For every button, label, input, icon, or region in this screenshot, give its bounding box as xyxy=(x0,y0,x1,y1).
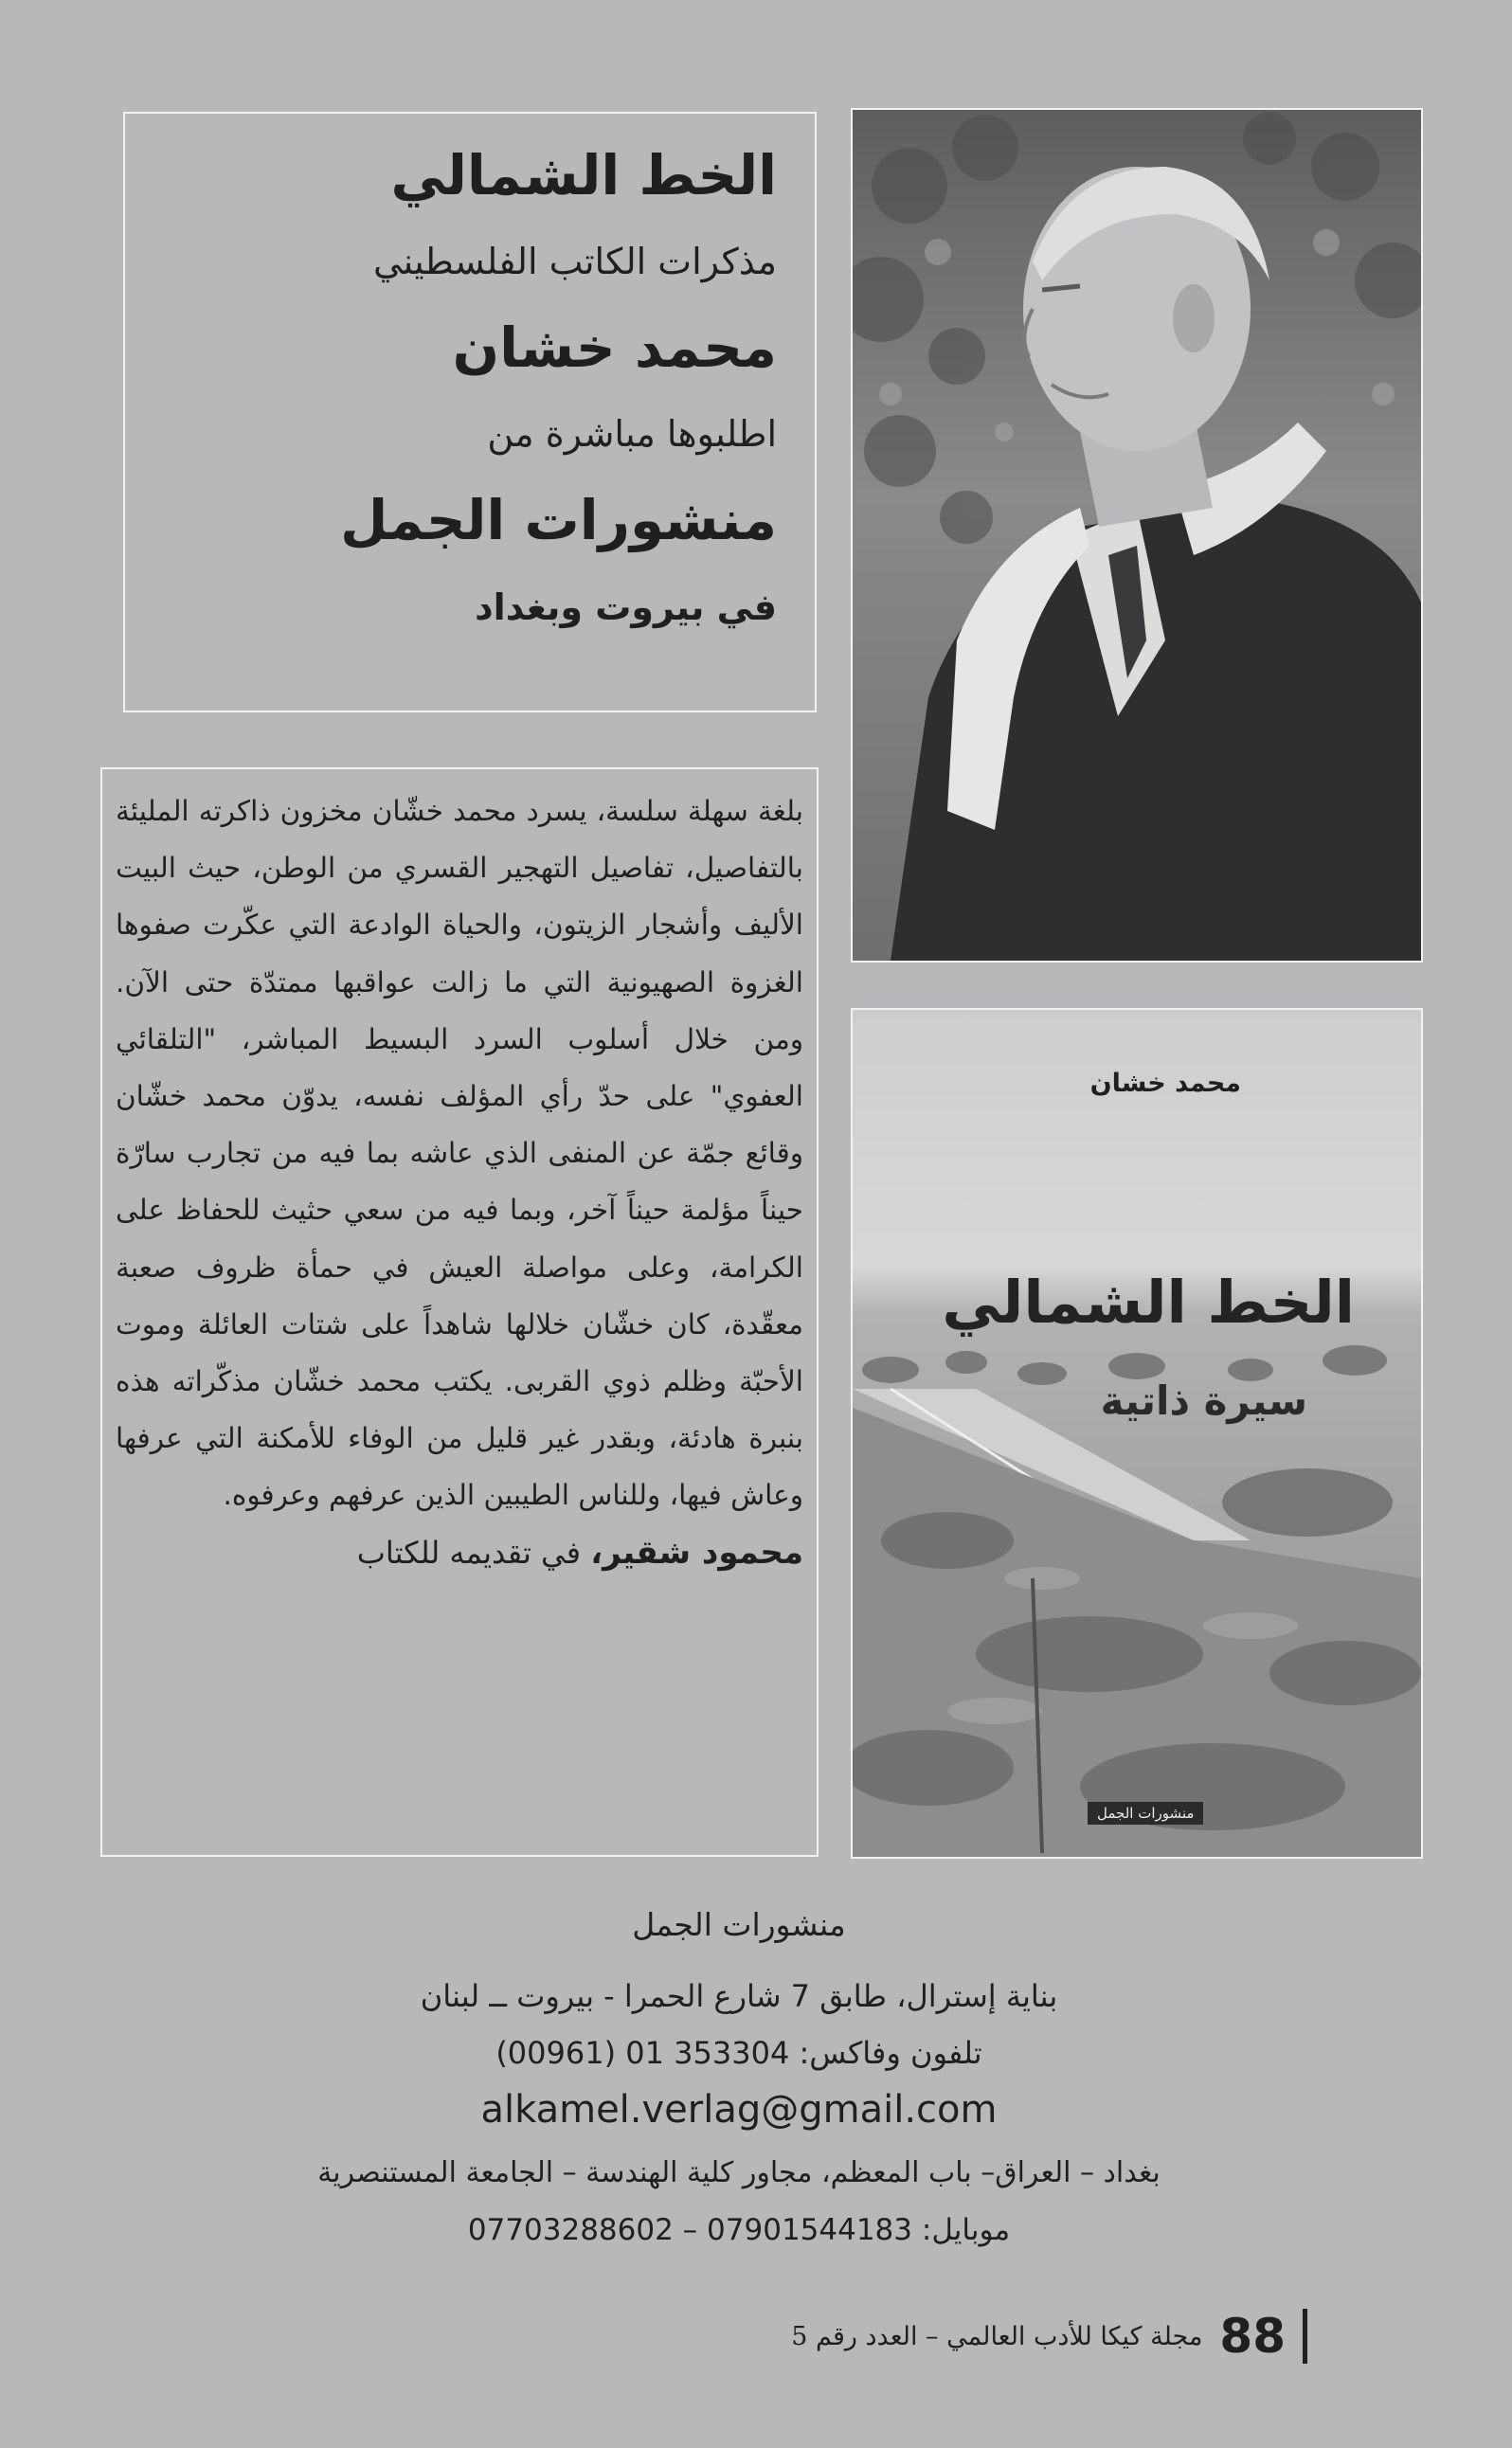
contact-address-beirut: بناية إسترال، طابق 7 شارع الحمرا - بيروت ــ لبنان xyxy=(420,1978,1058,2014)
author-photo-image xyxy=(853,110,1421,961)
contact-email[interactable]: alkamel.verlag@gmail.com xyxy=(480,2088,998,2132)
page-footer xyxy=(663,2308,1307,2365)
contact-publisher: منشورات الجمل xyxy=(632,1906,846,1943)
cover-subtitle: سيرة ذاتية xyxy=(1100,1377,1307,1424)
book-cover xyxy=(851,1008,1423,1859)
ad-title-stack xyxy=(152,133,777,652)
author-photo xyxy=(851,108,1423,963)
description-text: بلغة سهلة سلسة، يسرد محمد خشّان مخزون ذاكرته المليئة بالتفاصيل، تفاصيل التهجير القسري من الوطن، حيث البيت الأليف وأشجار الزيتون، والحياة الوادعة التي عكّرت صفوها الغزوة الصهيونية التي ما زالت عواقبها ممتدّة حتى الآن. ومن خلال أسلوب السرد البسيط المباشر، "التلقائي العفوي" على حدّ رأي المؤلف نفسه، يدوّن محمد خشّان وقائع جمّة عن المنفى الذي عاشه بما فيه من تجارب سارّة حيناً مؤلمة حيناً آخر، وبما فيه من سعي حثيث للحفاظ على الكرامة، وعلى مواصلة العيش في حمأة ظروف صعبة معقّدة، كان خشّان خلالها شاهداً على شتات العائلة وموت الأحبّة وظلم ذوي القربى. يكتب محمد خشّان مذكّراته هذه بنبرة هادئة، وبقدر غير قليل من الوفاء للأمكنة التي عرفها وعاش فيها، وللناس الطيبين الذين عرفهم وعرفوه. xyxy=(116,795,803,1512)
cover-title: الخط الشمالي xyxy=(942,1268,1355,1337)
signature-name: محمود شقير، xyxy=(590,1533,803,1572)
author-name: محمد خشان xyxy=(452,315,777,380)
publisher-name: منشورات الجمل xyxy=(340,488,777,552)
book-description-box xyxy=(100,767,819,1857)
page-number: 88 xyxy=(1219,2309,1307,2364)
book-title: الخط الشمالي xyxy=(390,143,777,207)
location-line: في بيروت وبغداد xyxy=(475,586,777,628)
contact-phone-beirut: تلفون وفاكس: 353304 01 (00961) xyxy=(495,2035,982,2071)
book-cover-image xyxy=(853,1010,1421,1857)
magazine-credit: مجلة كيكا للأدب العالمي – العدد رقم 5 xyxy=(791,2321,1203,2351)
order-line: اطلبوها مباشرة من xyxy=(487,413,777,455)
description-signature xyxy=(116,1524,803,1581)
contact-address-baghdad: بغداد – العراق– باب المعظم، مجاور كلية الهندسة – الجامعة المستنصرية xyxy=(317,2156,1161,2189)
book-subtitle: مذكرات الكاتب الفلسطيني xyxy=(372,241,777,282)
book-description xyxy=(116,783,803,1581)
signature-rest: في تقديمه للكتاب xyxy=(356,1534,582,1571)
cover-author: محمد خشان xyxy=(1089,1069,1241,1098)
ad-title-box xyxy=(123,112,817,712)
cover-publisher-logo: منشورات الجمل xyxy=(1088,1802,1203,1825)
contact-phone-baghdad: موبايل: 07901544183 – 07703288602 xyxy=(467,2213,1011,2247)
